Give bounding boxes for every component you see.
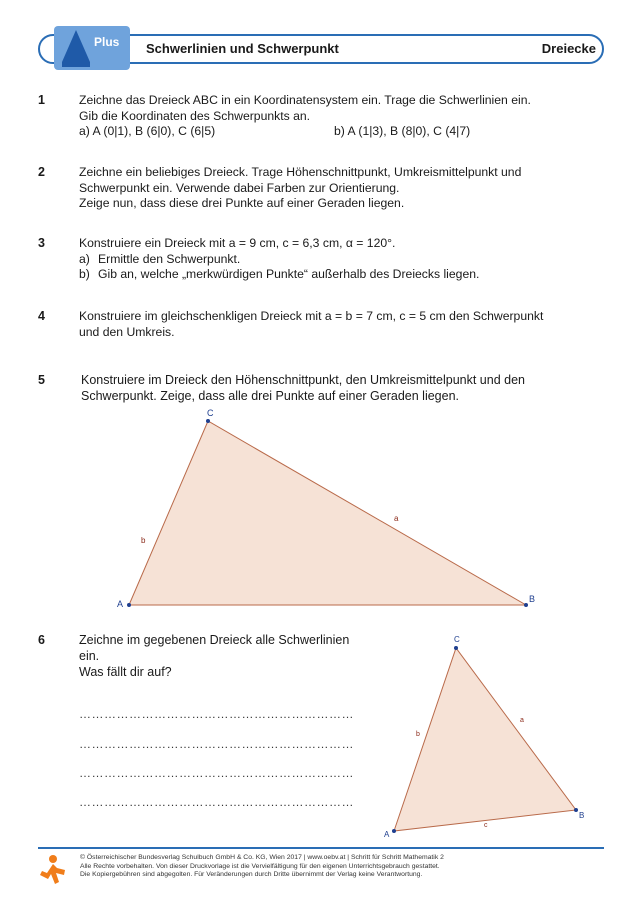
sub-label: a) [79,251,90,266]
task-text-line: Zeichne ein beliebiges Dreieck. Trage Höhenschnittpunkt, Umkreismittelpunkt und [79,165,522,179]
page-title: Schwerlinien und Schwerpunkt [146,41,339,56]
task-number: 4 [38,309,45,323]
page-category: Dreiecke [541,41,596,56]
task-text-line: Zeige nun, dass diese drei Punkte auf einer Geraden liegen. [79,196,405,210]
footer-text [80,854,600,880]
logo-text: Plus [94,35,120,49]
side-label-a: a [520,717,524,724]
vertex-b [524,603,528,607]
sub-text: Gib an, welche „merkwürdigen Punkte“ außerhalb des Dreiecks liegen. [98,267,480,281]
task-text-line: ein. [79,649,100,663]
triangle-task-5 [129,421,526,605]
task-number: 2 [38,165,45,179]
triangle-task-6 [394,648,576,831]
subtask-a: a) A (0|1), B (6|0), C (6|5) [79,124,216,138]
publisher-logo [38,852,68,886]
task-text-line: Zeichne das Dreieck ABC in ein Koordinatensystem ein. Trage die Schwerlinien ein. [79,93,531,107]
label-a: A [384,830,390,839]
label-b: B [579,811,585,820]
task-number: 6 [38,633,45,647]
side-label-a: a [394,514,399,523]
footer-line: © Österreichischer Bundesverlag Schulbuch GmbH & Co. KG, Wien 2017 | www.oebv.at | Schritt für Schritt Mathematik 2 [80,854,444,861]
vertex-b [574,808,578,812]
answer-line[interactable]: ………………………………………………………… [79,737,354,751]
side-label-b: b [141,536,146,545]
task-text-line: Konstruiere im Dreieck den Höhenschnittpunkt, den Umkreismittelpunkt und den [81,373,525,387]
side-label-b: b [416,731,420,738]
vertex-a [392,829,396,833]
vertex-c [454,646,458,650]
sub-label: b) [79,267,90,281]
answer-line[interactable]: ………………………………………………………… [79,766,354,780]
footer-line: Die Kopiergebühren sind abgegolten. Für Veränderungen durch Dritte übernimmt der Verlag keine Verantwortung. [80,871,423,879]
answer-line[interactable]: ………………………………………………………… [79,795,354,809]
task-text-line: Zeichne im gegebenen Dreieck alle Schwerlinien [79,633,350,647]
footer-line: Alle Rechte vorbehalten. Von dieser Druckvorlage ist die Vervielfältigung für den eigenen Unterrichtsgebrauch gestattet. [80,862,440,870]
vertex-c [206,419,210,423]
task-number: 3 [38,236,45,250]
task-text-line: Schwerpunkt. Zeige, dass alle drei Punkte auf einer Geraden liegen. [81,389,460,403]
task-text-line: Konstruiere im gleichschenkligen Dreieck mit a = b = 7 cm, c = 5 cm den Schwerpunkt [79,309,544,323]
label-c: C [454,635,460,644]
task-text-line: und den Umkreis. [79,324,175,339]
task-text-line: Was fällt dir auf? [79,665,172,679]
sub-text: Ermittle den Schwerpunkt. [98,251,241,266]
label-c: C [207,408,214,418]
side-label-c: c [484,822,488,829]
task-number: 5 [38,373,45,387]
label-a: A [117,599,124,609]
task-number: 1 [38,93,45,107]
subtask-b: b) A (1|3), B (8|0), C (4|7) [334,124,471,138]
vertex-a [127,603,131,607]
task-text-line: Konstruiere ein Dreieck mit a = 9 cm, c = 6,3 cm, α = 120°. [79,236,396,250]
answer-line[interactable]: ………………………………………………………… [79,707,354,721]
label-b: B [529,594,536,604]
task-text-line: Gib die Koordinaten des Schwerpunkts an. [79,108,311,123]
task-text-line: Schwerpunkt ein. Verwende dabei Farben zur Orientierung. [79,180,400,195]
footer-divider [38,847,604,849]
